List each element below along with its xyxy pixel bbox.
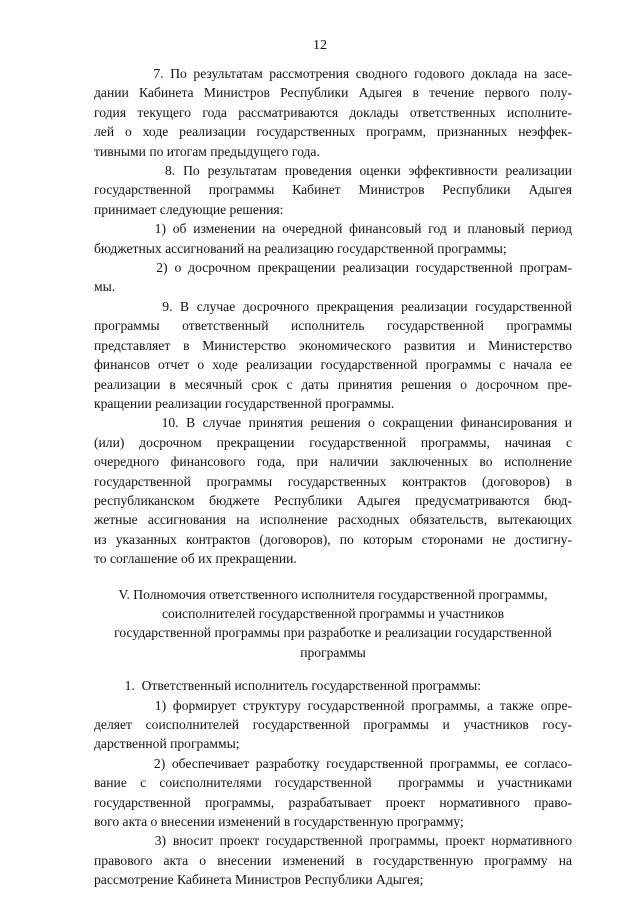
- text-line: лей о ходе реализации государственных программ, признанных неэффек-: [94, 124, 572, 140]
- text-line: 1) формирует структуру государственной программы, а также опре-: [94, 697, 572, 713]
- text-line: то соглашение об их прекращении.: [94, 551, 297, 567]
- text-line: вание с соисполнителями государственной программы и участниками: [94, 775, 572, 791]
- text-line: 1) об изменении на очередной финансовый год и плановый период: [94, 221, 572, 237]
- text-line: жетные ассигнования на исполнение расходных обязательств, вытекающих: [94, 512, 572, 528]
- text-line: государственной программы государственных контрактов (договоров) в: [94, 473, 572, 489]
- section-heading-line: программы: [300, 644, 366, 660]
- text-line: кращении реализации государственной программы.: [94, 395, 395, 411]
- paragraph: [94, 831, 572, 889]
- text-line: деляет соисполнителей государственной программы и участников госу-: [94, 717, 572, 732]
- text-line: принимает следующие решения:: [94, 201, 284, 217]
- section-heading-line: государственной программы при разработке и реализации государственной: [114, 625, 552, 641]
- text-line: рассмотрение Кабинета Министров Республики Адыгея;: [94, 872, 424, 888]
- document-body: [94, 64, 572, 890]
- text-line: бюджетных ассигнований на реализацию государственной программы;: [94, 240, 507, 256]
- text-line: 2) обеспечивает разработку государственной программы, ее согласо-: [94, 755, 572, 771]
- paragraph: [94, 161, 572, 219]
- text-line: 3) вносит проект государственной программы, проект нормативного: [94, 833, 572, 849]
- paragraph: [94, 297, 572, 413]
- text-line: реализации в месячный срок с даты принятия решения о досрочном пре-: [94, 376, 572, 392]
- text-line: дарственной программы;: [94, 736, 240, 752]
- paragraph: [94, 258, 572, 297]
- text-line: программы ответственный исполнитель государственной программы: [94, 318, 572, 334]
- text-line: 9. В случае досрочного прекращения реализации государственной: [94, 298, 572, 314]
- text-line: вого акта о внесении изменений в государственную программу;: [94, 814, 464, 830]
- paragraph: [94, 413, 572, 568]
- section-heading-line: соисполнителей государственной программы и участников: [161, 605, 505, 621]
- text-line: государственной программы, разрабатывает проект нормативного право-: [94, 794, 572, 810]
- text-line: 8. По результатам проведения оценки эффективности реализации: [94, 163, 572, 179]
- clauses-before-section: [94, 64, 572, 569]
- text-line: (или) досрочном прекращении государственной программы, начиная с: [94, 434, 572, 450]
- paragraph: [94, 676, 572, 695]
- text-line: 10. В случае принятия решения о сокращении финансирования и: [94, 415, 572, 431]
- text-line: из указанных контрактов (договоров), по которым сторонами не достигну-: [94, 531, 572, 547]
- text-line: очередного финансового года, при наличии заключенных во исполнение: [94, 454, 572, 470]
- page-number: 12: [313, 38, 327, 53]
- text-line: республиканском бюджете Республики Адыгея предусматриваются бюд-: [94, 492, 572, 508]
- text-line: 1. Ответственный исполнитель государственной программы:: [94, 678, 482, 694]
- paragraph: [94, 64, 572, 161]
- text-line: 7. По результатам рассмотрения сводного годового доклада на засе-: [94, 66, 572, 81]
- text-line: правового акта о внесении изменений в государственную программу на: [94, 852, 572, 868]
- paragraph: [94, 219, 572, 258]
- text-line: государственной программы Кабинет Министров Республики Адыгея: [94, 182, 572, 198]
- text-line: 2) о досрочном прекращении реализации государственной програм-: [94, 260, 572, 276]
- text-line: мы.: [94, 279, 116, 295]
- text-line: дании Кабинета Министров Республики Адыгея в течение первого полу-: [94, 85, 572, 101]
- section-heading: [94, 585, 572, 663]
- text-line: финансов отчет о ходе реализации государственной программы с начала ее: [94, 357, 572, 373]
- text-line: тивными по итогам предыдущего года.: [94, 143, 320, 159]
- paragraph: [94, 754, 572, 832]
- text-line: годия текущего года рассматриваются доклады ответственных исполните-: [94, 104, 572, 120]
- text-line: представляет в Министерство экономического развития и Министерство: [94, 337, 572, 353]
- section-heading-line: V. Полномочия ответственного исполнителя государственной программы,: [118, 586, 548, 602]
- paragraph: [94, 696, 572, 754]
- clauses-after-section: [94, 676, 572, 889]
